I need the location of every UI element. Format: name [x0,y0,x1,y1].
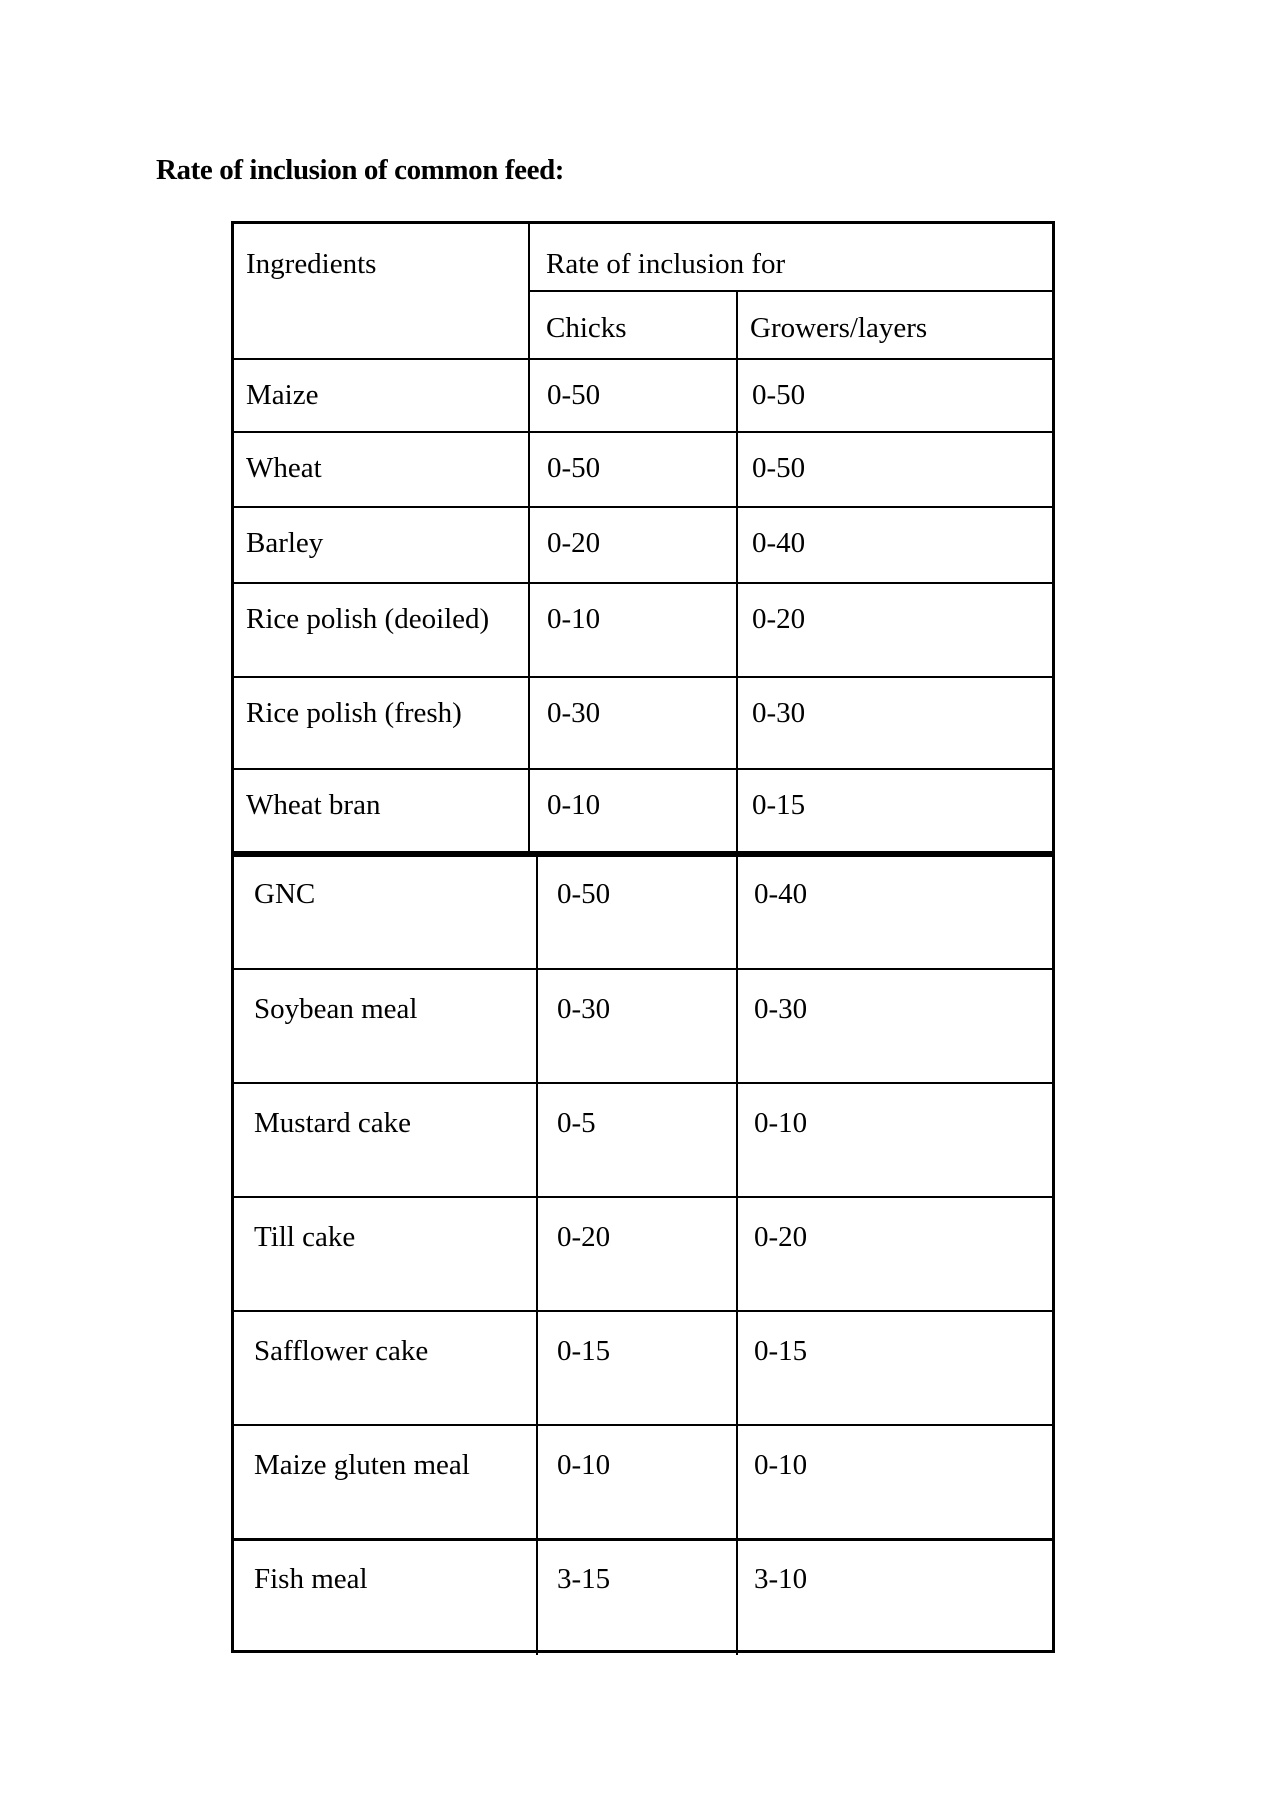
growers-cell-text: 0-30 [752,697,806,729]
ingredient-cell [234,1425,537,1539]
growers-cell-text: 0-30 [754,993,808,1025]
table-body [234,359,1052,1655]
table-row [234,854,1052,969]
growers-cell [738,1197,1052,1311]
chicks-cell-text: 0-5 [557,1107,596,1139]
ingredient-cell [234,969,537,1083]
feed-inclusion-table [231,221,1055,1653]
table-row [234,769,1052,854]
ingredient-cell [234,359,529,432]
ingredient-cell [234,432,529,507]
growers-cell-text: 3-10 [754,1563,808,1595]
chicks-cell [531,583,736,677]
table-row [234,1083,1052,1197]
page-title: Rate of inclusion of common feed: [156,154,565,186]
chicks-cell [539,1425,736,1539]
chicks-cell [539,1197,736,1311]
ingredient-cell [234,769,529,854]
chicks-cell [539,1539,736,1655]
chicks-cell [531,432,736,507]
chicks-cell [539,969,736,1083]
growers-cell-text: 0-10 [754,1449,808,1481]
chicks-cell [539,1311,736,1425]
table-row [234,1197,1052,1311]
growers-cell-text: 0-15 [754,1335,808,1367]
ingredient-cell-text: GNC [254,878,316,910]
ingredient-cell-text: Fish meal [254,1563,368,1595]
growers-cell-text: 0-40 [754,878,808,910]
ingredient-cell-text: Rice polish (fresh) [246,697,462,729]
header-chicks-label: Chicks [546,312,627,344]
table-row [234,359,1052,432]
growers-cell [738,432,1052,507]
growers-cell [738,1083,1052,1197]
growers-cell [738,507,1052,583]
growers-cell-text: 0-20 [754,1221,808,1253]
table-header [234,224,1052,359]
header-growers [738,292,1052,359]
header-rate-label: Rate of inclusion for [546,248,786,280]
table-row [234,1539,1052,1655]
table-row [234,1311,1052,1425]
chicks-cell [539,1083,736,1197]
ingredient-cell [234,1083,537,1197]
chicks-cell [531,769,736,854]
ingredient-cell-text: Rice polish (deoiled) [246,603,490,635]
growers-cell-text: 0-15 [752,789,806,821]
chicks-cell-text: 0-15 [557,1335,611,1367]
chicks-cell-text: 3-15 [557,1563,611,1595]
table-row [234,507,1052,583]
table-row [234,432,1052,507]
chicks-cell-text: 0-50 [547,452,601,484]
chicks-cell-text: 0-20 [547,527,601,559]
ingredient-cell-text: Till cake [254,1221,356,1253]
growers-cell [738,359,1052,432]
ingredient-cell-text: Soybean meal [254,993,418,1025]
growers-cell-text: 0-10 [754,1107,808,1139]
ingredient-cell-text: Maize [246,379,319,411]
chicks-cell-text: 0-30 [547,697,601,729]
header-ingredients [234,224,529,359]
growers-cell [738,583,1052,677]
chicks-cell [531,507,736,583]
chicks-cell [531,359,736,432]
growers-cell-text: 0-40 [752,527,806,559]
growers-cell-text: 0-50 [752,452,806,484]
growers-cell-text: 0-20 [752,603,806,635]
growers-cell [738,854,1052,969]
ingredient-cell [234,1539,537,1655]
growers-cell-text: 0-50 [752,379,806,411]
chicks-cell-text: 0-30 [557,993,611,1025]
chicks-cell [539,854,736,969]
ingredient-cell [234,583,529,677]
ingredient-cell-text: Barley [246,527,324,559]
chicks-cell-text: 0-10 [547,603,601,635]
table-row [234,677,1052,769]
ingredient-cell-text: Mustard cake [254,1107,412,1139]
header-growers-label: Growers/layers [750,312,928,344]
table-row [234,1425,1052,1539]
ingredient-cell-text: Safflower cake [254,1335,429,1367]
ingredient-cell [234,1311,537,1425]
chicks-cell-text: 0-50 [557,878,611,910]
ingredient-cell [234,507,529,583]
growers-cell [738,769,1052,854]
ingredient-cell [234,854,537,969]
growers-cell [738,1539,1052,1655]
header-ingredients-label: Ingredients [246,248,377,280]
ingredient-cell [234,677,529,769]
ingredient-cell-text: Wheat [246,452,322,484]
growers-cell [738,1425,1052,1539]
chicks-cell-text: 0-10 [557,1449,611,1481]
growers-cell [738,969,1052,1083]
chicks-cell [531,677,736,769]
header-rate-group [530,224,1052,290]
growers-cell [738,1311,1052,1425]
chicks-cell-text: 0-20 [557,1221,611,1253]
header-chicks [530,292,736,359]
table-row [234,583,1052,677]
ingredient-cell-text: Maize gluten meal [254,1449,470,1481]
chicks-cell-text: 0-50 [547,379,601,411]
table-row [234,969,1052,1083]
ingredient-cell [234,1197,537,1311]
growers-cell [738,677,1052,769]
chicks-cell-text: 0-10 [547,789,601,821]
ingredient-cell-text: Wheat bran [246,789,381,821]
